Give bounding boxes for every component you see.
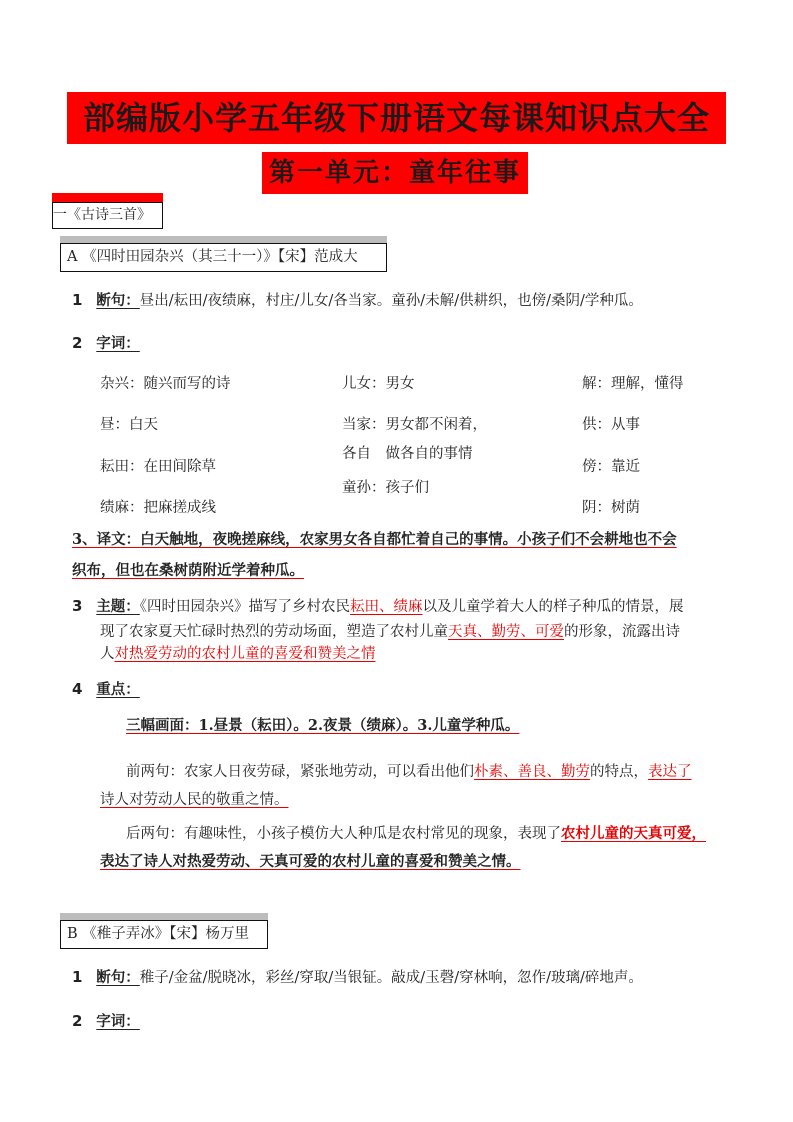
translation-label: 3、译文：: [72, 531, 141, 548]
theme-highlight: 对热爱劳动的农村儿童的喜爱和赞美之情: [114, 646, 376, 662]
vocab-item: 供：从事: [582, 417, 640, 433]
focus-para-1-line-1: [126, 760, 692, 784]
item-number: 4: [72, 680, 83, 698]
poem-a-duanju: [72, 289, 643, 312]
theme-text: 以及儿童学着大人的样子种瓜的情景，展: [422, 599, 684, 615]
focus-text: 后两句：有趣味性，小孩子模仿大人种瓜是农村常见的现象，表现了: [126, 826, 561, 842]
vocab-item: 傍：靠近: [582, 459, 640, 475]
focus-text: 前两句：农家人日夜劳碌，紧张地劳动，可以看出他们: [126, 764, 474, 780]
vocab-item: 阴：树荫: [582, 500, 640, 516]
item-number: 1: [72, 968, 83, 986]
vocab-item: 绩麻：把麻搓成线: [100, 500, 216, 516]
theme-text: 的形象，流露出诗: [564, 624, 680, 640]
vocab-item: 解：理解，懂得: [582, 376, 684, 392]
vocab-item: 杂兴：随兴而写的诗: [100, 376, 231, 392]
translation-line-1: [72, 528, 677, 552]
theme-text: 《四时田园杂兴》描写了乡村农民: [139, 599, 351, 615]
theme-text: 现了农家夏天忙碌时热烈的劳动场面，塑造了农村儿童: [100, 624, 448, 640]
translation-line-2: 织布，但也在桑树荫附近学着种瓜。: [72, 562, 304, 579]
vocab-item: 当家：男女都不闲着，: [342, 417, 487, 433]
vocab-item: 昼：白天: [100, 417, 158, 433]
unit-title: 第一单元：童年往事: [262, 152, 528, 194]
section-tag-bar: [52, 193, 163, 202]
item-number: 3: [72, 597, 83, 615]
theme-label: 主题：: [96, 598, 140, 615]
poem-a-header-bar: [60, 236, 387, 243]
duanju-label: 断句：: [96, 969, 140, 986]
focus-scenes: 三幅画面：1.昼景（耘田）。2.夜景（绩麻）。3.儿童学种瓜。: [126, 717, 520, 734]
poem-b-zici: [72, 1010, 140, 1033]
poem-b-header: B 《稚子弄冰》【宋】杨万里: [60, 920, 268, 949]
section-tag: 一《古诗三首》: [52, 202, 163, 229]
zici-label: 字词：: [96, 1013, 140, 1030]
theme-line-3: [100, 642, 376, 666]
translation-text: 白天触地，夜晚搓麻线，农家男女各自都忙着自己的事情。小孩子们不会耕地也不会: [140, 531, 677, 548]
poem-a-header: A 《四时田园杂兴（其三十一）》【宋】范成大: [60, 243, 387, 272]
focus-para-1-line-2: 诗人对劳动人民的敬重之情。: [100, 792, 289, 808]
vocab-item: 儿女：男女: [342, 376, 415, 392]
focus-para-2-line-2: 表达了诗人对热爱劳动、天真可爱的农村儿童的喜爱和赞美之情。: [100, 853, 521, 870]
theme-highlight: 天真、勤劳、可爱: [448, 624, 564, 640]
duanju-label: 断句：: [96, 292, 140, 309]
page-title: 部编版小学五年级下册语文每课知识点大全: [67, 92, 726, 144]
focus-label: 重点：: [96, 681, 140, 698]
item-number: 2: [72, 334, 83, 352]
focus-para-2-line-1: [126, 822, 706, 846]
theme-text: 人: [100, 646, 115, 662]
poem-b-duanju: [72, 966, 643, 989]
focus-heading: [72, 678, 140, 701]
theme-line-1: [72, 594, 684, 619]
zici-label: 字词：: [96, 335, 140, 352]
item-number: 1: [72, 291, 83, 309]
focus-highlight: 农村儿童的天真可爱，: [561, 825, 706, 842]
focus-highlight: 表达了: [648, 764, 692, 780]
focus-highlight: 朴素、善良、勤劳: [474, 764, 590, 780]
item-number: 2: [72, 1012, 83, 1030]
focus-text: 的特点，: [590, 764, 648, 780]
vocab-item: 童孙：孩子们: [342, 480, 429, 496]
vocab-item: 耘田：在田间除草: [100, 459, 216, 475]
duanju-text: 稚子/金盆/脱晓冰，彩丝/穿取/当银钲。敲成/玉磬/穿林响，忽作/玻璃/碎地声。: [139, 970, 643, 986]
poem-a-zici: [72, 332, 140, 355]
theme-line-2: [100, 620, 680, 644]
vocab-item: 各自 做各自的事情: [342, 446, 473, 462]
poem-b-header-bar: [60, 913, 268, 920]
theme-highlight: 耘田、绩麻: [350, 599, 423, 615]
duanju-text: 昼出/耘田/夜绩麻，村庄/儿女/各当家。童孙/未解/供耕织，也傍/桑阴/学种瓜。: [139, 293, 643, 309]
